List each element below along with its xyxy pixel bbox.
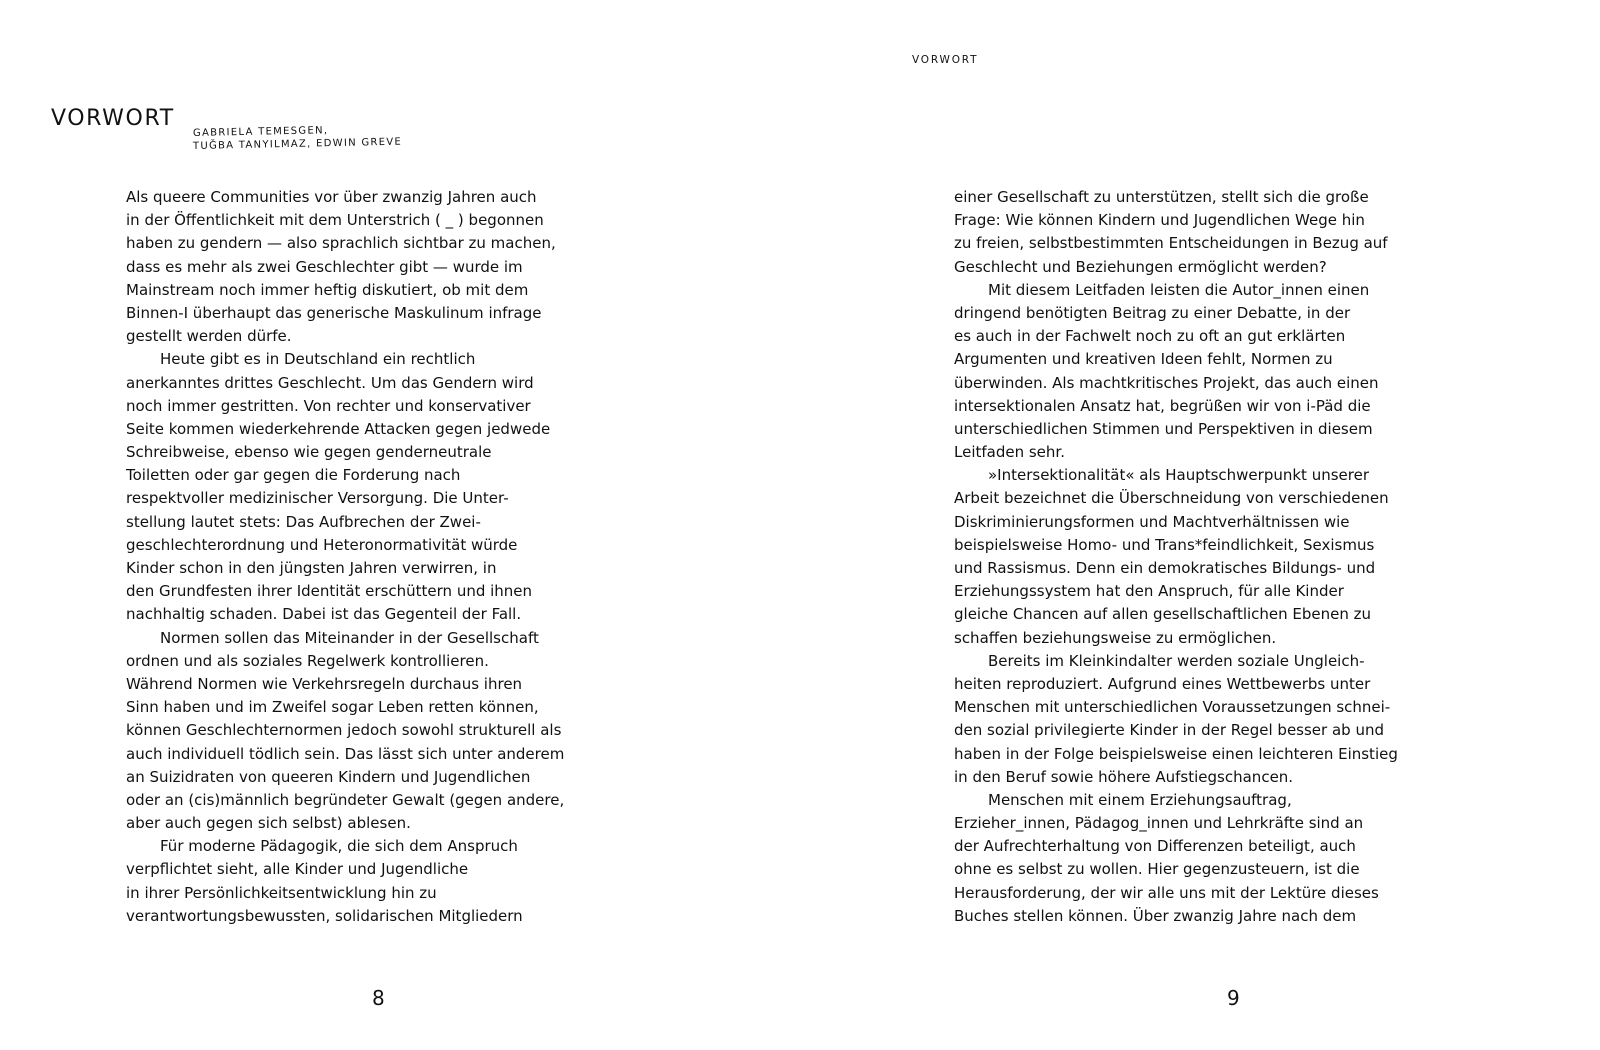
text-line: Mit diesem Leitfaden leisten die Autor_innen einen — [988, 280, 1370, 299]
text-line: auch individuell tödlich sein. Das lässt sich unter anderem — [126, 744, 565, 763]
text-line: Für moderne Pädagogik, die sich dem Anspruch — [160, 837, 518, 856]
text-line: dass es mehr als zwei Geschlechter gibt — wurde im — [126, 257, 523, 276]
text-line: Normen sollen das Miteinander in der Gesellschaft — [160, 628, 539, 647]
text-line: »Intersektionalität« als Hauptschwerpunkt unserer — [988, 466, 1369, 485]
text-line: aber auch gegen sich selbst) ablesen. — [126, 814, 411, 833]
text-line: Menschen mit unterschiedlichen Voraussetzungen schnei- — [954, 698, 1391, 717]
text-line: Schreibweise, ebenso wie gegen genderneutrale — [126, 443, 492, 462]
text-line: es auch in der Fachwelt noch zu oft an gut erklärten — [954, 327, 1346, 346]
text-line: Bereits im Kleinkindalter werden soziale Ungleich- — [988, 651, 1365, 670]
text-line: und Rassismus. Denn ein demokratisches Bildungs- und — [954, 559, 1376, 577]
text-line: Buches stellen können. Über zwanzig Jahre nach dem — [954, 906, 1357, 925]
text-line: Heute gibt es in Deutschland ein rechtlich — [160, 350, 476, 369]
text-line: schaffen beziehungsweise zu ermöglichen. — [954, 628, 1277, 647]
text-line: Seite kommen wiederkehrende Attacken gegen jedwede — [126, 419, 551, 438]
text-line: Binnen-I überhaupt das generische Maskulinum infrage — [126, 303, 542, 322]
text-line: Kinder schon in den jüngsten Jahren verwirren, in — [126, 559, 497, 577]
text-line: stellung lautet stets: Das Aufbrechen der Zwei- — [126, 512, 481, 531]
text-line: Während Normen wie Verkehrsregeln durchaus ihren — [126, 674, 523, 693]
text-line: in ihrer Persönlichkeitsentwicklung hin zu — [126, 883, 437, 902]
text-line: können Geschlechternormen jedoch sowohl strukturell als — [126, 721, 562, 740]
text-line: zu freien, selbstbestimmten Entscheidungen in Bezug auf — [954, 234, 1388, 253]
text-line: haben in der Folge beispielsweise einen leichteren Einstieg — [954, 744, 1398, 763]
text-line: an Suizidraten von queeren Kindern und Jugendlichen — [126, 767, 531, 786]
text-line: Mainstream noch immer heftig diskutiert, ob mit dem — [126, 280, 529, 299]
text-line: Menschen mit einem Erziehungsauftrag, — [988, 790, 1292, 809]
text-line: heiten reproduziert. Aufgrund eines Wettbewerbs unter — [954, 674, 1371, 693]
text-line: Als queere Communities vor über zwanzig Jahren auch — [126, 188, 537, 206]
text-line: haben zu gendern — also sprachlich sichtbar zu machen, — [126, 234, 556, 253]
text-line: in den Beruf sowie höhere Aufstiegschancen. — [954, 767, 1294, 786]
text-line: einer Gesellschaft zu unterstützen, stellt sich die große — [954, 188, 1369, 206]
text-line: unterschiedlichen Stimmen und Perspektiven in diesem — [954, 419, 1373, 438]
text-line: gleiche Chancen auf allen gesellschaftlichen Ebenen zu — [954, 605, 1372, 624]
text-line: noch immer gestritten. Von rechter und konservativer — [126, 396, 531, 415]
page-number: 9 — [1227, 986, 1240, 1010]
text-line: Frage: Wie können Kindern und Jugendlichen Wege hin — [954, 211, 1365, 230]
text-line: Erziehungssystem hat den Anspruch, für alle Kinder — [954, 582, 1344, 601]
text-line: Erzieher_innen, Pädagog_innen und Lehrkräfte sind an — [954, 814, 1364, 833]
text-line: anerkanntes drittes Geschlecht. Um das Gendern wird — [126, 373, 534, 392]
running-head: VORWORT — [912, 54, 979, 66]
text-line: der Aufrechterhaltung von Differenzen beteiligt, auch — [954, 837, 1356, 856]
text-line: Herausforderung, der wir alle uns mit der Lektüre dieses — [954, 883, 1379, 902]
chapter-title: VORWORT — [51, 106, 175, 131]
body-text — [954, 186, 1414, 928]
author-line: GABRIELA TEMESGEN, — [192, 125, 329, 139]
text-line: Geschlecht und Beziehungen ermöglicht werden? — [954, 257, 1327, 276]
text-line: respektvoller medizinischer Versorgung. Die Unter- — [126, 489, 509, 508]
text-line: in der Öffentlichkeit mit dem Unterstrich ( _ ) begonnen — [126, 211, 544, 230]
text-line: Sinn haben und im Zweifel sogar Leben retten können, — [126, 698, 539, 717]
text-line: Leitfaden sehr. — [954, 443, 1065, 462]
text-line: ohne es selbst zu wollen. Hier gegenzusteuern, ist die — [954, 860, 1360, 879]
text-line: Arbeit bezeichnet die Überschneidung von verschiedenen — [954, 489, 1389, 508]
text-line: den Grundfesten ihrer Identität erschüttern und ihnen — [126, 582, 533, 601]
text-line: Diskriminierungsformen und Machtverhältnissen wie — [954, 512, 1350, 531]
text-line: überwinden. Als machtkritisches Projekt, das auch einen — [954, 373, 1379, 392]
author-names — [193, 127, 402, 153]
text-line: oder an (cis)männlich begründeter Gewalt (gegen andere, — [126, 790, 565, 809]
text-line: geschlechterordnung und Heteronormativität würde — [126, 535, 518, 554]
text-line: den sozial privilegierte Kinder in der Regel besser ab und — [954, 721, 1384, 740]
text-line: intersektionalen Ansatz hat, begrüßen wir von i-Päd die — [954, 396, 1371, 415]
author-line: TUĞBA TANYILMAZ, EDWIN GREVE — [192, 136, 403, 152]
text-line: ordnen und als soziales Regelwerk kontrollieren. — [126, 651, 489, 670]
text-line: verantwortungsbewussten, solidarischen Mitgliedern — [126, 906, 523, 925]
right-page — [800, 0, 1600, 1050]
text-line: gestellt werden dürfe. — [126, 327, 292, 346]
text-line: Toiletten oder gar gegen die Forderung nach — [126, 466, 461, 485]
text-line: beispielsweise Homo- und Trans*feindlichkeit, Sexismus — [954, 535, 1375, 554]
text-line: Argumenten und kreativen Ideen fehlt, Normen zu — [954, 350, 1333, 369]
text-line: verpflichtet sieht, alle Kinder und Jugendliche — [126, 860, 469, 879]
text-line: nachhaltig schaden. Dabei ist das Gegenteil der Fall. — [126, 605, 522, 624]
text-line: dringend benötigten Beitrag zu einer Debatte, in der — [954, 303, 1351, 322]
body-text — [126, 186, 586, 928]
page-number: 8 — [372, 986, 385, 1010]
